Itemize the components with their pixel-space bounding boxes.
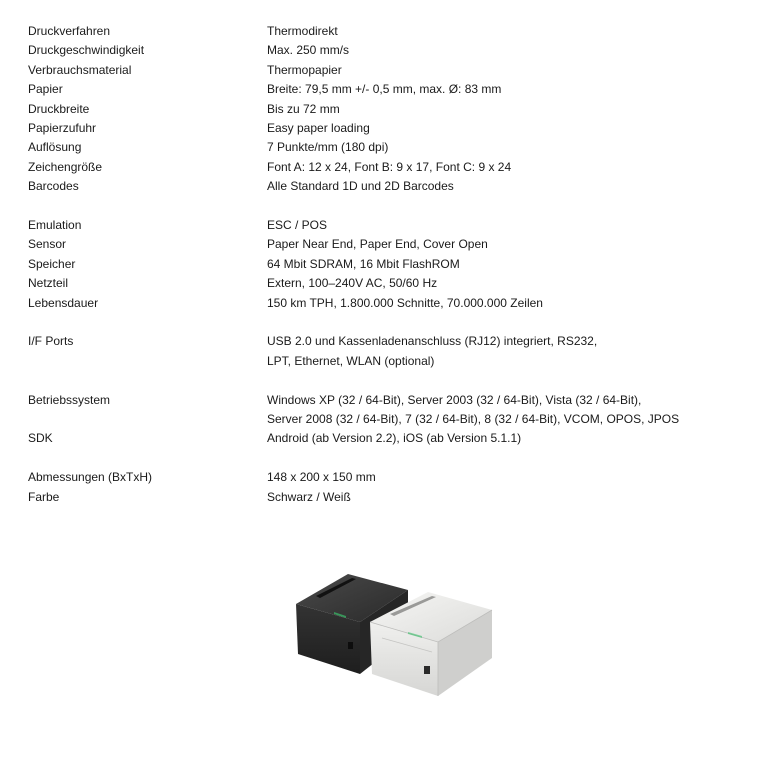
receipt-printers-black-white-icon (286, 566, 498, 702)
spec-value (267, 488, 748, 507)
spec-label: Barcodes (28, 179, 79, 194)
spec-value-line: Max. 250 mm/s (267, 43, 350, 58)
spec-row-abmessungen (28, 468, 748, 487)
spec-label: Zeichengröße (28, 159, 103, 174)
spec-value (267, 391, 748, 430)
spec-value-line: Bis zu 72 mm (267, 101, 340, 116)
spec-value (267, 468, 748, 487)
spec-value (267, 294, 748, 313)
section-gap (28, 371, 748, 390)
spec-row-papier (28, 80, 748, 99)
spec-row-betriebssystem (28, 391, 748, 430)
spec-row-farbe (28, 488, 748, 507)
spec-row-emulation (28, 216, 748, 235)
spec-value-line: Alle Standard 1D und 2D Barcodes (267, 179, 454, 194)
spec-value (267, 429, 748, 448)
spec-value-line: 148 x 200 x 150 mm (267, 470, 376, 485)
spec-label: Emulation (28, 218, 82, 233)
spec-label: Auflösung (28, 140, 82, 155)
spec-value (267, 177, 748, 196)
spec-value (267, 332, 748, 371)
spec-value-line: 64 Mbit SDRAM, 16 Mbit FlashROM (267, 256, 460, 271)
spec-value-line: LPT, Ethernet, WLAN (optional) (267, 353, 435, 368)
spec-value-line: Thermopapier (267, 62, 342, 77)
spec-value (267, 119, 748, 138)
spec-value (267, 158, 748, 177)
spec-value (267, 138, 748, 157)
spec-value (267, 22, 748, 41)
spec-value (267, 61, 748, 80)
spec-row-netzteil (28, 274, 748, 293)
spec-row-papierzufuhr (28, 119, 748, 138)
spec-label: Lebensdauer (28, 295, 99, 310)
spec-row-aufloesung (28, 138, 748, 157)
spec-value-line: Breite: 79,5 mm +/- 0,5 mm, max. Ø: 83 mm (267, 82, 502, 97)
spec-value (267, 100, 748, 119)
spec-label: I/F Ports (28, 334, 74, 349)
spec-row-druckbreite (28, 100, 748, 119)
spec-value-line: Easy paper loading (267, 121, 370, 136)
spec-label: Betriebssystem (28, 392, 111, 407)
spec-value-line: Windows XP (32 / 64-Bit), Server 2003 (32 / 64-Bit), Vista (32 / 64-Bit), (267, 392, 642, 407)
spec-row-lebensdauer (28, 294, 748, 313)
spec-label: Verbrauchsmaterial (28, 62, 132, 77)
spec-row-druckgeschwindigkeit (28, 41, 748, 60)
spec-value-line: USB 2.0 und Kassenladenanschluss (RJ12) integriert, RS232, (267, 334, 598, 349)
spec-value (267, 235, 748, 254)
spec-label: Druckverfahren (28, 24, 111, 38)
spec-label: Speicher (28, 256, 76, 271)
spec-row-sensor (28, 235, 748, 254)
spec-value (267, 41, 748, 60)
spec-row-sdk (28, 429, 748, 448)
spec-label: Farbe (28, 489, 60, 504)
spec-label: Abmessungen (BxTxH) (28, 470, 153, 485)
spec-value-line: Server 2008 (32 / 64-Bit), 7 (32 / 64-Bit), 8 (32 / 64-Bit), VCOM, OPOS, JPOS (267, 412, 680, 427)
spec-value (267, 216, 748, 235)
spec-value-line: Thermodirekt (267, 24, 338, 38)
spec-label: Sensor (28, 237, 67, 252)
spec-label: Papierzufuhr (28, 121, 97, 136)
spec-row-barcodes (28, 177, 748, 196)
spec-value-line: 150 km TPH, 1.800.000 Schnitte, 70.000.000 Zeilen (267, 295, 543, 310)
spec-value-line: Schwarz / Weiß (267, 489, 351, 504)
spec-row-druckverfahren (28, 22, 748, 41)
spec-row-if-ports (28, 332, 748, 371)
section-gap (28, 449, 748, 468)
spec-label: Druckbreite (28, 101, 90, 116)
spec-value (267, 255, 748, 274)
spec-value-line: ESC / POS (267, 218, 328, 233)
spec-table (28, 22, 748, 507)
spec-label: SDK (28, 431, 53, 446)
section-gap (28, 197, 748, 216)
spec-label: Netzteil (28, 276, 69, 291)
spec-value-line: Paper Near End, Paper End, Cover Open (267, 237, 488, 252)
spec-row-zeichengroesse (28, 158, 748, 177)
spec-label: Druckgeschwindigkeit (28, 43, 145, 58)
spec-value-line: 7 Punkte/mm (180 dpi) (267, 140, 389, 155)
section-gap (28, 313, 748, 332)
spec-value-line: Font A: 12 x 24, Font B: 9 x 17, Font C: 9 x 24 (267, 159, 512, 174)
spec-row-verbrauchsmaterial (28, 61, 748, 80)
spec-value (267, 274, 748, 293)
spec-value-line: Android (ab Version 2.2), iOS (ab Version 5.1.1) (267, 431, 522, 446)
spec-label: Papier (28, 82, 63, 97)
spec-value (267, 80, 748, 99)
spec-row-speicher (28, 255, 748, 274)
spec-value-line: Extern, 100–240V AC, 50/60 Hz (267, 276, 438, 291)
